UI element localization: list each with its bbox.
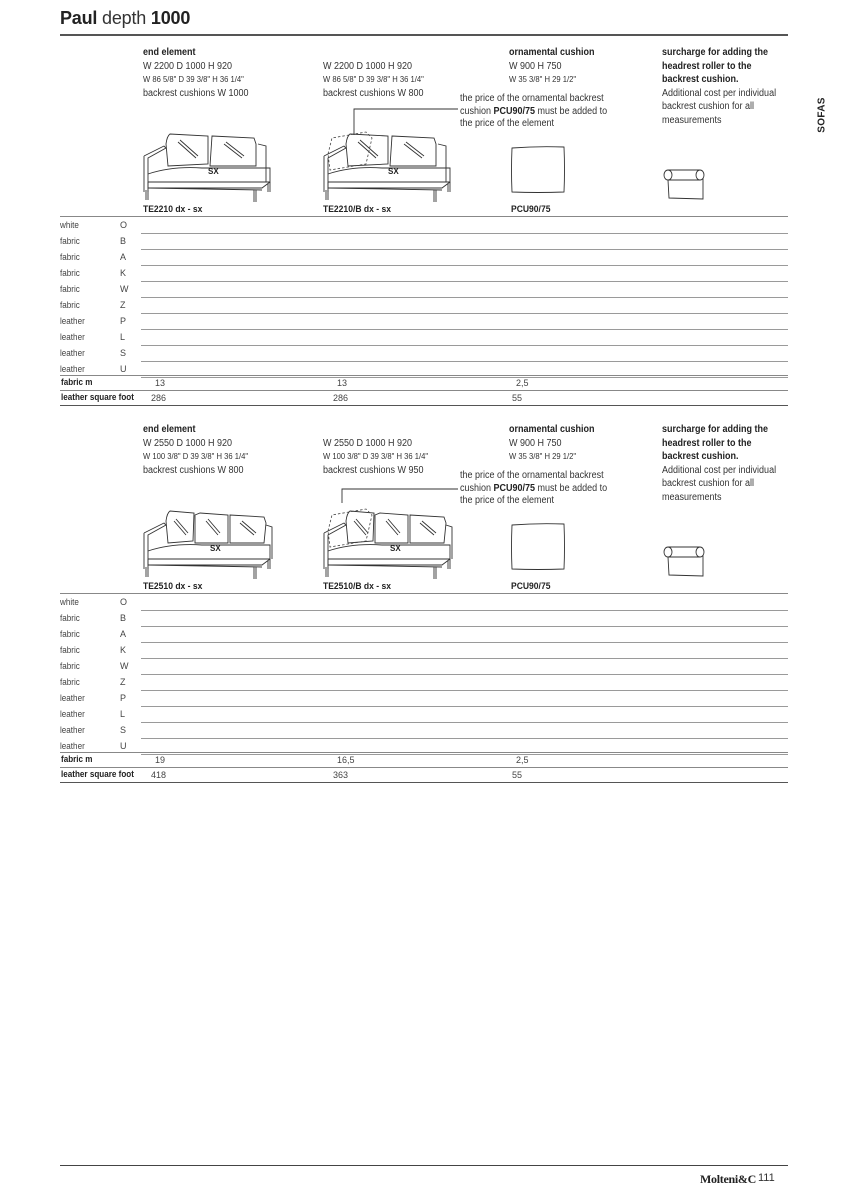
material-label: leather: [60, 693, 85, 703]
price-entry-line: [141, 281, 788, 282]
note-text: must be added to the price of the element: [460, 105, 608, 129]
product-code: TE2510/B dx - sx: [323, 581, 391, 592]
product-heading: ornamental cushion: [509, 47, 595, 58]
leather-row-rule: [60, 390, 788, 391]
material-label: fabric: [60, 268, 80, 278]
product-heading: ornamental cushion: [509, 424, 595, 435]
price-entry-line: [141, 361, 788, 362]
price-entry-line: [141, 265, 788, 266]
product-spec: [323, 46, 424, 100]
price-grade: K: [120, 645, 127, 655]
table-bottom-rule: [60, 405, 788, 406]
leather-sqft-value: 55: [512, 393, 523, 403]
dimensions-inch: W 86 5/8" D 39 3/8" H 36 1/4": [323, 74, 424, 84]
backrest-cushions: backrest cushions W 800: [143, 464, 244, 476]
table-top-rule: [60, 593, 788, 594]
note-code: PCU90/75: [493, 482, 536, 494]
side-tab: [812, 75, 832, 155]
surcharge-spec: [662, 423, 776, 504]
leather-sqft-value: 418: [151, 770, 167, 780]
leader-line: [354, 109, 460, 140]
leader-line: [342, 489, 460, 508]
price-grade: S: [120, 725, 127, 735]
product-heading: end element: [143, 47, 196, 58]
price-entry-line: [141, 345, 788, 346]
price-entry-line: [141, 690, 788, 691]
material-label: fabric: [60, 629, 80, 639]
header-rule: [60, 34, 788, 36]
title-depth-label: depth: [102, 8, 147, 28]
price-entry-line: [141, 722, 788, 723]
price-grade: B: [120, 613, 127, 623]
price-grade: P: [120, 693, 127, 703]
note-text: the price of the ornamental backrest cushion: [460, 93, 604, 117]
dimensions-inch: W 35 3/8" H 29 1/2": [509, 74, 577, 84]
leather-sqft-value: 55: [512, 770, 523, 780]
price-grade: O: [120, 220, 128, 230]
price-grade: L: [120, 332, 126, 342]
material-label: fabric: [60, 284, 80, 294]
sofa-side-label: SX: [388, 167, 399, 176]
price-grade: A: [120, 629, 127, 639]
sofa-side-label: SX: [208, 167, 219, 176]
leather-sqft-value: 286: [333, 393, 349, 403]
price-grade: O: [120, 597, 128, 607]
sofa-end-element-icon: [142, 507, 282, 587]
price-grade: U: [120, 364, 127, 374]
sofa-end-element-with-cushion-icon: [322, 507, 462, 587]
material-label: fabric: [60, 677, 80, 687]
surcharge-description: Additional cost per individual: [662, 87, 777, 99]
fabric-m-value: 19: [155, 755, 166, 765]
price-entry-line: [141, 377, 788, 378]
price-grade: A: [120, 252, 127, 262]
product-spec: [143, 46, 249, 100]
fabric-m-label: fabric m: [61, 377, 93, 387]
ornamental-cushion-icon: [510, 523, 566, 576]
price-grade: Z: [120, 677, 126, 687]
dimensions-inch: W 100 3/8" D 39 3/8" H 36 1/4": [143, 451, 249, 461]
sofa-side-label: SX: [390, 544, 401, 553]
price-entry-line: [141, 249, 788, 250]
price-grade: P: [120, 316, 127, 326]
sofa-end-element-with-cushion-icon: [322, 130, 462, 210]
ornamental-cushion-note: [460, 93, 618, 131]
fabric-m-value: 2,5: [516, 755, 529, 765]
product-code: TE2210/B dx - sx: [323, 204, 391, 215]
product-spec: [143, 423, 248, 477]
surcharge-heading: surcharge for adding the: [662, 47, 769, 58]
price-grade: K: [120, 268, 127, 278]
price-grade: U: [120, 741, 127, 751]
dimensions-mm: W 900 H 750: [509, 60, 562, 72]
product-code: TE2210 dx - sx: [143, 204, 203, 215]
price-entry-line: [141, 706, 788, 707]
surcharge-heading: backrest cushion.: [662, 74, 739, 85]
backrest-cushions: backrest cushions W 950: [323, 464, 424, 476]
product-heading: end element: [143, 424, 196, 435]
price-entry-line: [141, 738, 788, 739]
headrest-roller-icon: [662, 543, 706, 582]
dimensions-inch: W 35 3/8" H 29 1/2": [509, 451, 577, 461]
brand-logo: Molteni&C: [700, 1172, 756, 1186]
price-entry-line: [141, 658, 788, 659]
heading-spacer: [323, 423, 428, 437]
table-top-rule: [60, 216, 788, 217]
sofa-end-element-icon: [142, 130, 282, 210]
dimensions-mm: W 2550 D 1000 H 920: [323, 437, 413, 449]
surcharge-heading: backrest cushion.: [662, 451, 739, 462]
dimensions-inch: W 100 3/8" D 39 3/8" H 36 1/4": [323, 451, 429, 461]
note-text: the price of the ornamental backrest cushion: [460, 470, 604, 494]
price-entry-line: [141, 329, 788, 330]
material-label: leather: [60, 316, 85, 326]
side-tab-label: SOFAS: [816, 97, 828, 133]
product-spec: [323, 423, 428, 477]
material-label: fabric: [60, 252, 80, 262]
material-label: leather: [60, 364, 85, 374]
note-code: PCU90/75: [493, 105, 536, 117]
heading-spacer: [323, 46, 424, 60]
material-label: fabric: [60, 661, 80, 671]
price-entry-line: [141, 297, 788, 298]
surcharge-description: backrest cushion for all: [662, 101, 755, 112]
price-grade: S: [120, 348, 127, 358]
fabric-row-rule: [60, 375, 788, 376]
fabric-m-value: 16,5: [337, 755, 355, 765]
surcharge-description: measurements: [662, 491, 722, 503]
leather-sqft-label: leather square foot: [61, 769, 134, 779]
leather-sqft-label: leather square foot: [61, 392, 134, 402]
dimensions-mm: W 2550 D 1000 H 920: [143, 437, 233, 449]
ornamental-cushion-note: [460, 470, 618, 508]
fabric-m-value: 2,5: [516, 378, 529, 388]
product-code: PCU90/75: [511, 204, 551, 215]
surcharge-heading: surcharge for adding the: [662, 424, 769, 435]
surcharge-heading: headrest roller to the: [662, 437, 752, 449]
price-entry-line: [141, 674, 788, 675]
sofa-side-label: SX: [210, 544, 221, 553]
fabric-m-label: fabric m: [61, 754, 93, 764]
product-spec: [509, 423, 595, 464]
material-label: leather: [60, 725, 85, 735]
leather-row-rule: [60, 767, 788, 768]
dimensions-mm: W 2200 D 1000 H 920: [323, 60, 413, 72]
material-label: leather: [60, 741, 85, 751]
ornamental-cushion-icon: [510, 146, 566, 199]
surcharge-heading: headrest roller to the: [662, 60, 752, 72]
note-text: must be added to the price of the element: [460, 482, 608, 506]
price-grade: W: [120, 661, 129, 671]
surcharge-description: Additional cost per individual: [662, 464, 777, 476]
product-code: PCU90/75: [511, 581, 551, 592]
material-label: fabric: [60, 236, 80, 246]
fabric-m-value: 13: [155, 378, 166, 388]
material-label: leather: [60, 348, 85, 358]
price-grade: W: [120, 284, 129, 294]
title-product: Paul: [60, 8, 98, 28]
fabric-row-rule: [60, 752, 788, 753]
surcharge-spec: [662, 46, 776, 127]
backrest-cushions: backrest cushions W 1000: [143, 87, 249, 99]
leather-sqft-value: 363: [333, 770, 349, 780]
price-grade: L: [120, 709, 126, 719]
price-grade: B: [120, 236, 127, 246]
footer-rule: [60, 1165, 788, 1166]
price-entry-line: [141, 233, 788, 234]
material-label: fabric: [60, 613, 80, 623]
dimensions-inch: W 86 5/8" D 39 3/8" H 36 1/4": [143, 74, 244, 84]
material-label: white: [60, 220, 79, 230]
backrest-cushions: backrest cushions W 800: [323, 87, 424, 99]
dimensions-mm: W 2200 D 1000 H 920: [143, 60, 233, 72]
material-label: fabric: [60, 300, 80, 310]
price-entry-line: [141, 626, 788, 627]
material-label: fabric: [60, 645, 80, 655]
product-code: TE2510 dx - sx: [143, 581, 203, 592]
material-label: white: [60, 597, 79, 607]
product-spec: [509, 46, 595, 87]
leather-sqft-value: 286: [151, 393, 167, 403]
material-label: leather: [60, 332, 85, 342]
price-entry-line: [141, 642, 788, 643]
title-depth-value: 1000: [150, 8, 191, 28]
fabric-m-value: 13: [337, 378, 348, 388]
dimensions-mm: W 900 H 750: [509, 437, 562, 449]
surcharge-description: measurements: [662, 114, 722, 126]
price-grade: Z: [120, 300, 126, 310]
price-entry-line: [141, 754, 788, 755]
surcharge-description: backrest cushion for all: [662, 478, 755, 489]
table-bottom-rule: [60, 782, 788, 783]
price-entry-line: [141, 313, 788, 314]
material-label: leather: [60, 709, 85, 719]
page-number: 111: [758, 1172, 775, 1184]
price-entry-line: [141, 610, 788, 611]
page-title: [60, 8, 190, 29]
headrest-roller-icon: [662, 166, 706, 205]
